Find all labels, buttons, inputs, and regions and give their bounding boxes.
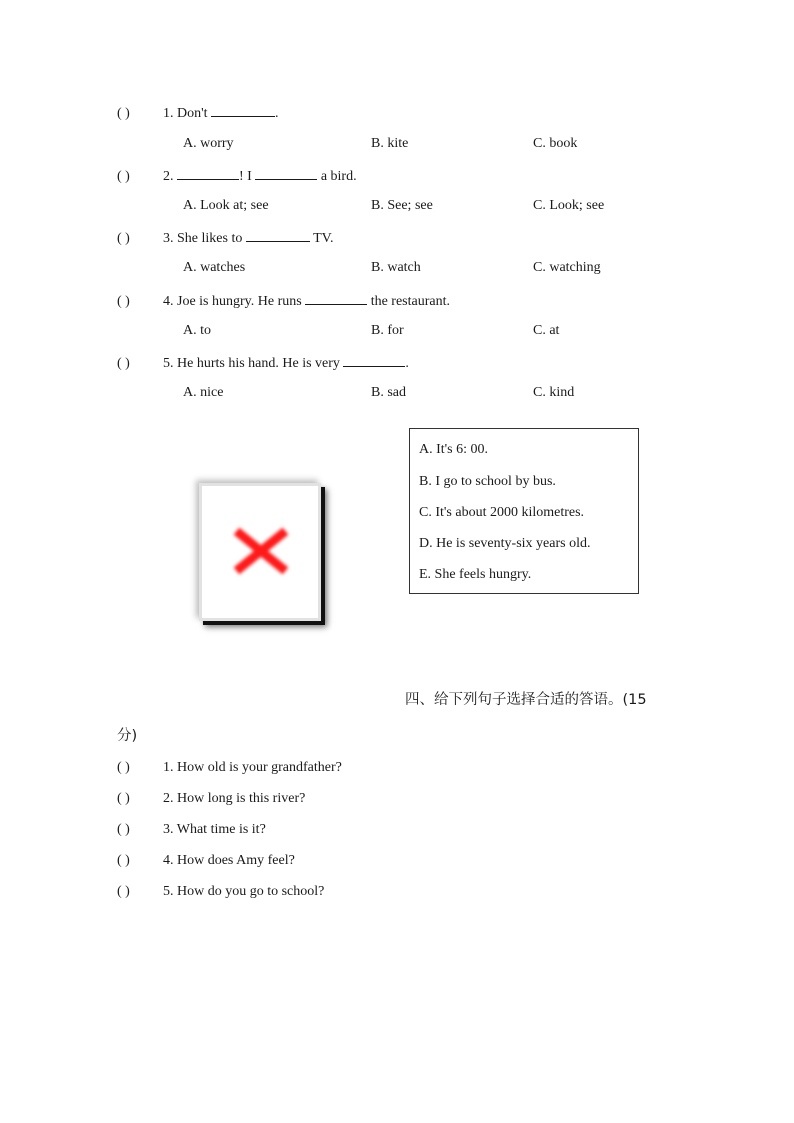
fill-blank[interactable] [246, 228, 310, 242]
option-c[interactable]: C. kind [533, 385, 575, 400]
question-number: 2. [163, 169, 174, 184]
question-text: 2. How long is this river? [163, 791, 306, 806]
question-text: 1. How old is your grandfather? [163, 760, 342, 775]
option-b[interactable]: B. for [371, 323, 404, 338]
question-text-end: a bird. [320, 169, 357, 184]
answer-paren[interactable]: ( ) [117, 884, 130, 899]
fill-blank[interactable] [305, 291, 367, 305]
answer-paren[interactable]: ( ) [117, 853, 130, 868]
answer-option-c: C. It's about 2000 kilometres. [419, 505, 585, 520]
option-c[interactable]: C. Look; see [533, 198, 605, 213]
answer-paren[interactable]: ( ) [117, 294, 130, 309]
question-text: Joe is hungry. He runs [177, 294, 302, 309]
option-a[interactable]: A. worry [183, 136, 234, 151]
match-question-2 [117, 790, 305, 808]
answer-paren[interactable]: ( ) [117, 760, 130, 775]
question-text-end: the restaurant. [370, 294, 450, 309]
question-text: Don't [177, 106, 208, 121]
option-c[interactable]: C. at [533, 323, 560, 338]
answer-paren[interactable]: ( ) [117, 231, 130, 246]
option-b[interactable]: B. kite [371, 136, 409, 151]
fill-blank[interactable] [343, 353, 405, 367]
option-c[interactable]: C. watching [533, 260, 601, 275]
answer-options-box [409, 428, 639, 594]
question-text-end: . [405, 356, 409, 371]
question-1 [117, 103, 279, 123]
answer-option-b: B. I go to school by bus. [419, 474, 556, 489]
option-b[interactable]: B. See; see [371, 198, 433, 213]
option-c[interactable]: C. book [533, 136, 578, 151]
question-5 [117, 353, 409, 373]
question-2 [117, 166, 357, 186]
question-text-end: TV. [313, 231, 334, 246]
match-question-4 [117, 852, 295, 870]
question-text-end: . [275, 106, 279, 121]
answer-paren[interactable]: ( ) [117, 106, 130, 121]
option-a[interactable]: A. nice [183, 385, 224, 400]
question-text: 4. How does Amy feel? [163, 853, 295, 868]
fill-blank[interactable] [255, 166, 317, 180]
option-a[interactable]: A. Look at; see [183, 198, 269, 213]
answer-paren[interactable]: ( ) [117, 169, 130, 184]
option-b[interactable]: B. sad [371, 385, 406, 400]
question-number: 5. [163, 356, 174, 371]
option-a[interactable]: A. to [183, 323, 211, 338]
match-question-3 [117, 821, 266, 839]
answer-paren[interactable]: ( ) [117, 356, 130, 371]
question-number: 3. [163, 231, 174, 246]
option-a[interactable]: A. watches [183, 260, 246, 275]
question-text: He hurts his hand. He is very [177, 356, 340, 371]
answer-option-e: E. She feels hungry. [419, 567, 532, 582]
broken-image-icon [232, 526, 290, 576]
fill-blank[interactable] [177, 166, 239, 180]
question-text: ! I [239, 169, 252, 184]
question-text: She likes to [177, 231, 243, 246]
answer-paren[interactable]: ( ) [117, 791, 130, 806]
question-text: 3. What time is it? [163, 822, 266, 837]
question-3 [117, 228, 333, 248]
question-4 [117, 291, 450, 311]
section-heading-continued: 分) [117, 728, 138, 744]
question-number: 1. [163, 106, 174, 121]
answer-option-a: A. It's 6: 00. [419, 442, 489, 457]
answer-option-d: D. He is seventy-six years old. [419, 536, 591, 551]
match-question-5 [117, 883, 324, 901]
option-b[interactable]: B. watch [371, 260, 421, 275]
answer-paren[interactable]: ( ) [117, 822, 130, 837]
fill-blank[interactable] [211, 103, 275, 117]
match-question-1 [117, 759, 342, 777]
question-number: 4. [163, 294, 174, 309]
question-text: 5. How do you go to school? [163, 884, 325, 899]
section-heading: 四、给下列句子选择合适的答语。(15 [405, 692, 647, 708]
broken-image-placeholder [199, 483, 321, 621]
